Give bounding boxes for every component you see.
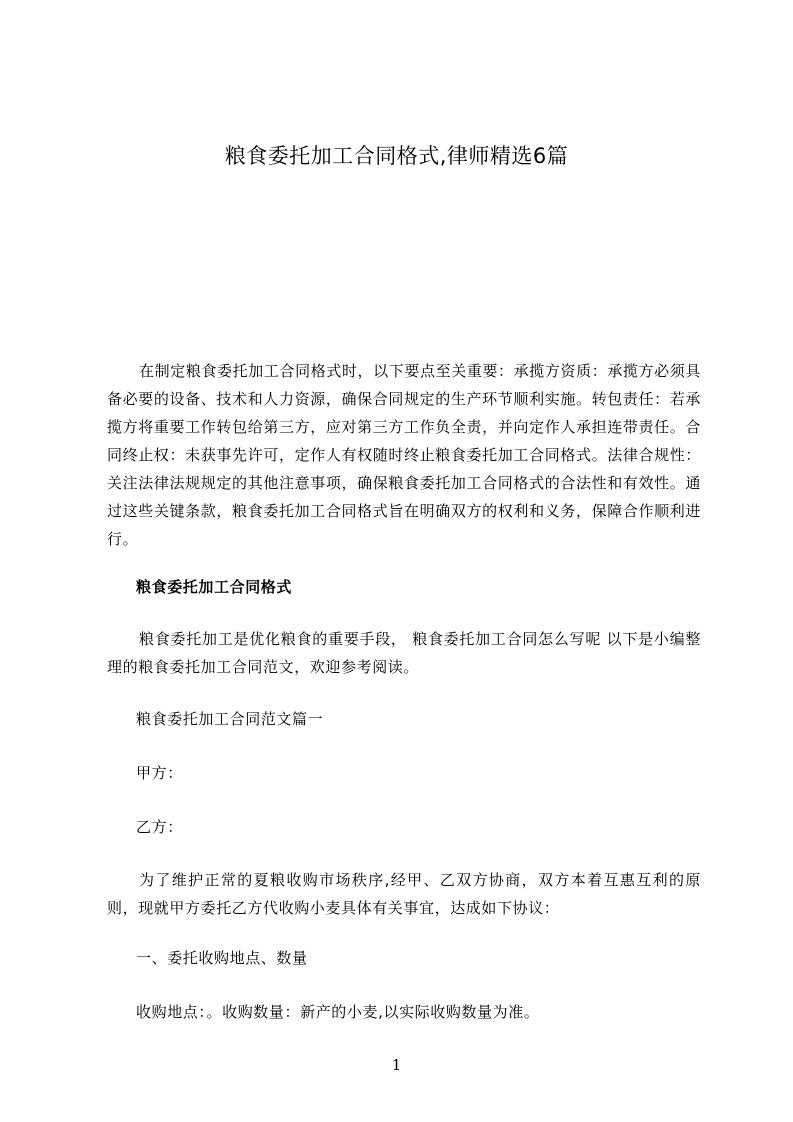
party-a-label: 甲方：: [136, 764, 183, 782]
section-intro-paragraph: 粮食委托加工是优化粮食的重要手段， 粮食委托加工合同怎么写呢 以下是小编整理的粮食委托加工合同范文，欢迎参考阅读。: [107, 630, 701, 676]
clause-1-body: 收购地点：。收购数量：新产的小麦,以实际收购数量为准。: [136, 1003, 540, 1021]
preamble-paragraph: 为了维护正常的夏粮收购市场秩序,经甲、乙双方协商，双方本着互惠互利的原则，现就甲方委托乙方代收购小麦具体有关事宜，达成如下协议：: [107, 871, 701, 917]
clause-1-heading: 一、委托收购地点、数量: [136, 949, 308, 967]
document-title: 粮食委托加工合同格式,律师精选6篇: [224, 144, 569, 168]
intro-paragraph: 在制定粮食委托加工合同格式时，以下要点至关重要：承揽方资质：承揽方必须具备必要的设备、技术和人力资源，确保合同规定的生产环节顺利实施。转包责任：若承揽方将重要工作转包给第三方，应对第三方工作负全责，并向定作人承担连带责任。合同终止权：未获事先许可，定作人有权随时终止粮食委托加工合同格式。法律合规性：关注法律法规规定的其他注意事项，确保粮食委托加工合同格式的合法性和有效性。通过这些关键条款，粮食委托加工合同格式旨在明确双方的权利和义务，保障合作顺利进行。: [107, 362, 701, 548]
page-number: 1: [391, 1056, 402, 1074]
section-heading: 粮食委托加工合同格式: [136, 578, 293, 596]
party-b-label: 乙方：: [136, 818, 183, 836]
sample-title: 粮食委托加工合同范文篇一: [136, 710, 324, 728]
